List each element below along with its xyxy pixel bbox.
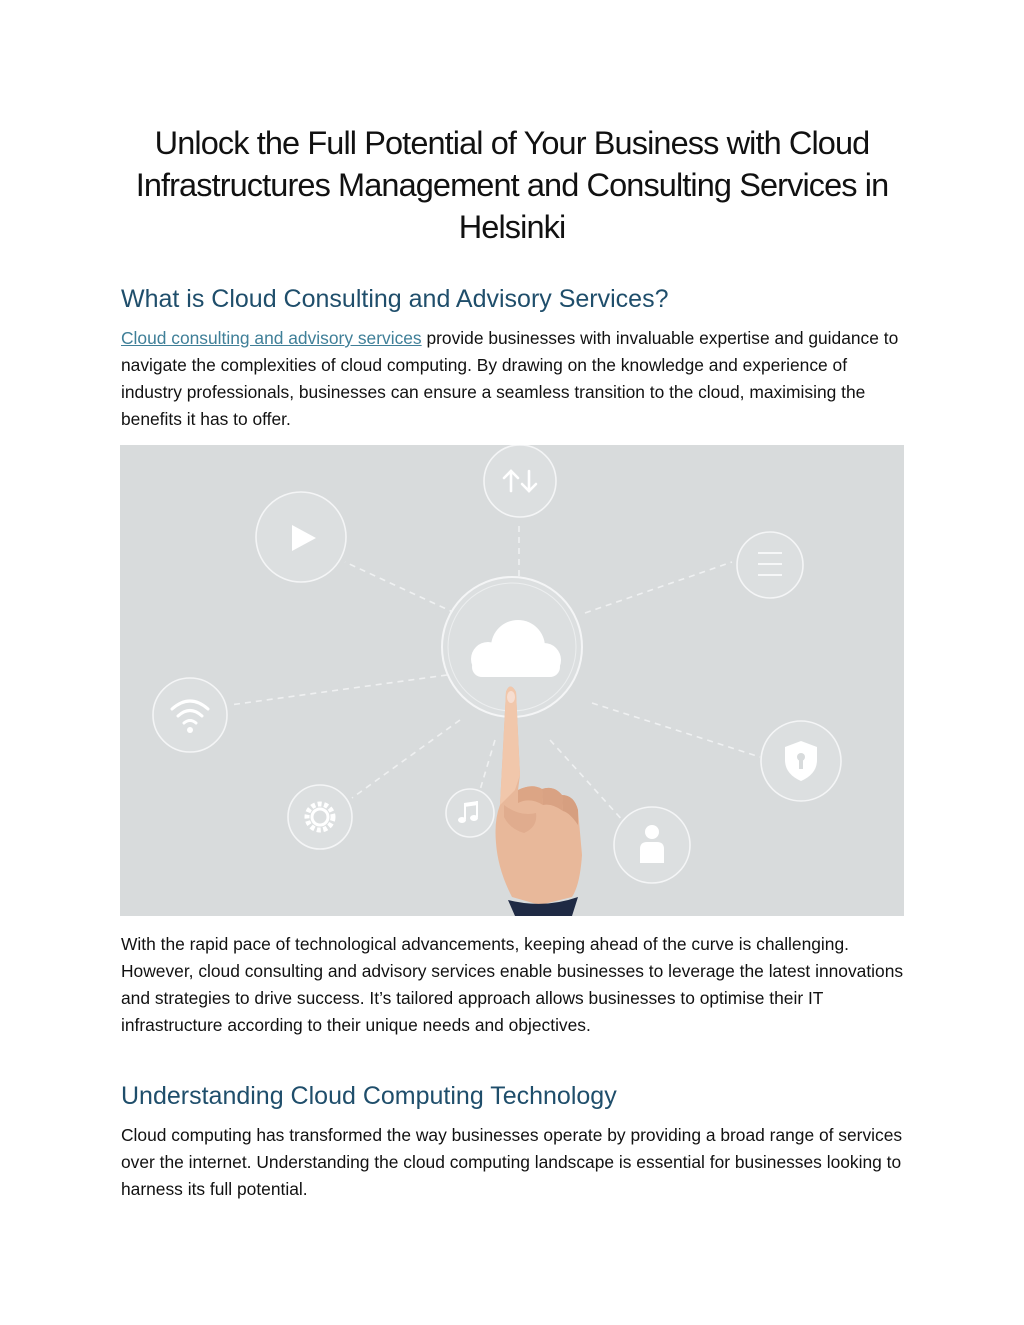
paragraph-cloud-computing: Cloud computing has transformed the way businesses operate by providing a broad range of services over the internet. Understanding the cloud computing landscape is essential for businesses looking to harness its full potential.	[121, 1125, 903, 1199]
hero-illustration	[120, 445, 904, 916]
section-heading-cloud-computing: Understanding Cloud Computing Technology	[121, 1082, 617, 1110]
user-icon	[614, 807, 690, 883]
play-icon	[256, 492, 346, 582]
hero-image	[120, 445, 904, 916]
shield-lock-icon	[761, 721, 841, 801]
gear-icon	[288, 785, 352, 849]
music-note-icon	[446, 789, 494, 837]
cloud-consulting-link[interactable]: Cloud consulting and advisory services	[121, 328, 422, 348]
menu-icon	[737, 532, 803, 598]
paragraph-rapid-pace: With the rapid pace of technological advancements, keeping ahead of the curve is challenging. However, cloud consulting and advisory services enable businesses to leverage the latest innovations and strategies to drive success. It’s tailored approach allows businesses to optimise their IT infrastructure according to their unique needs and objectives.	[121, 934, 904, 1035]
section-heading-cloud-consulting: What is Cloud Consulting and Advisory Services?	[121, 285, 669, 313]
data-transfer-icon	[484, 445, 556, 517]
page-title: Unlock the Full Potential of Your Business with Cloud Infrastructures Management and Consulting Services in Helsinki	[135, 125, 889, 245]
pointing-hand	[496, 687, 583, 917]
intro-paragraph-text: provide businesses with invaluable expertise and guidance to navigate the complexities of cloud computing. By drawing on the knowledge and experience of industry professionals, businesses can ensure a seamless transition to the cloud, maximising the benefits it has to offer.	[121, 328, 899, 429]
intro-paragraph	[121, 325, 911, 433]
wifi-icon	[153, 678, 227, 752]
